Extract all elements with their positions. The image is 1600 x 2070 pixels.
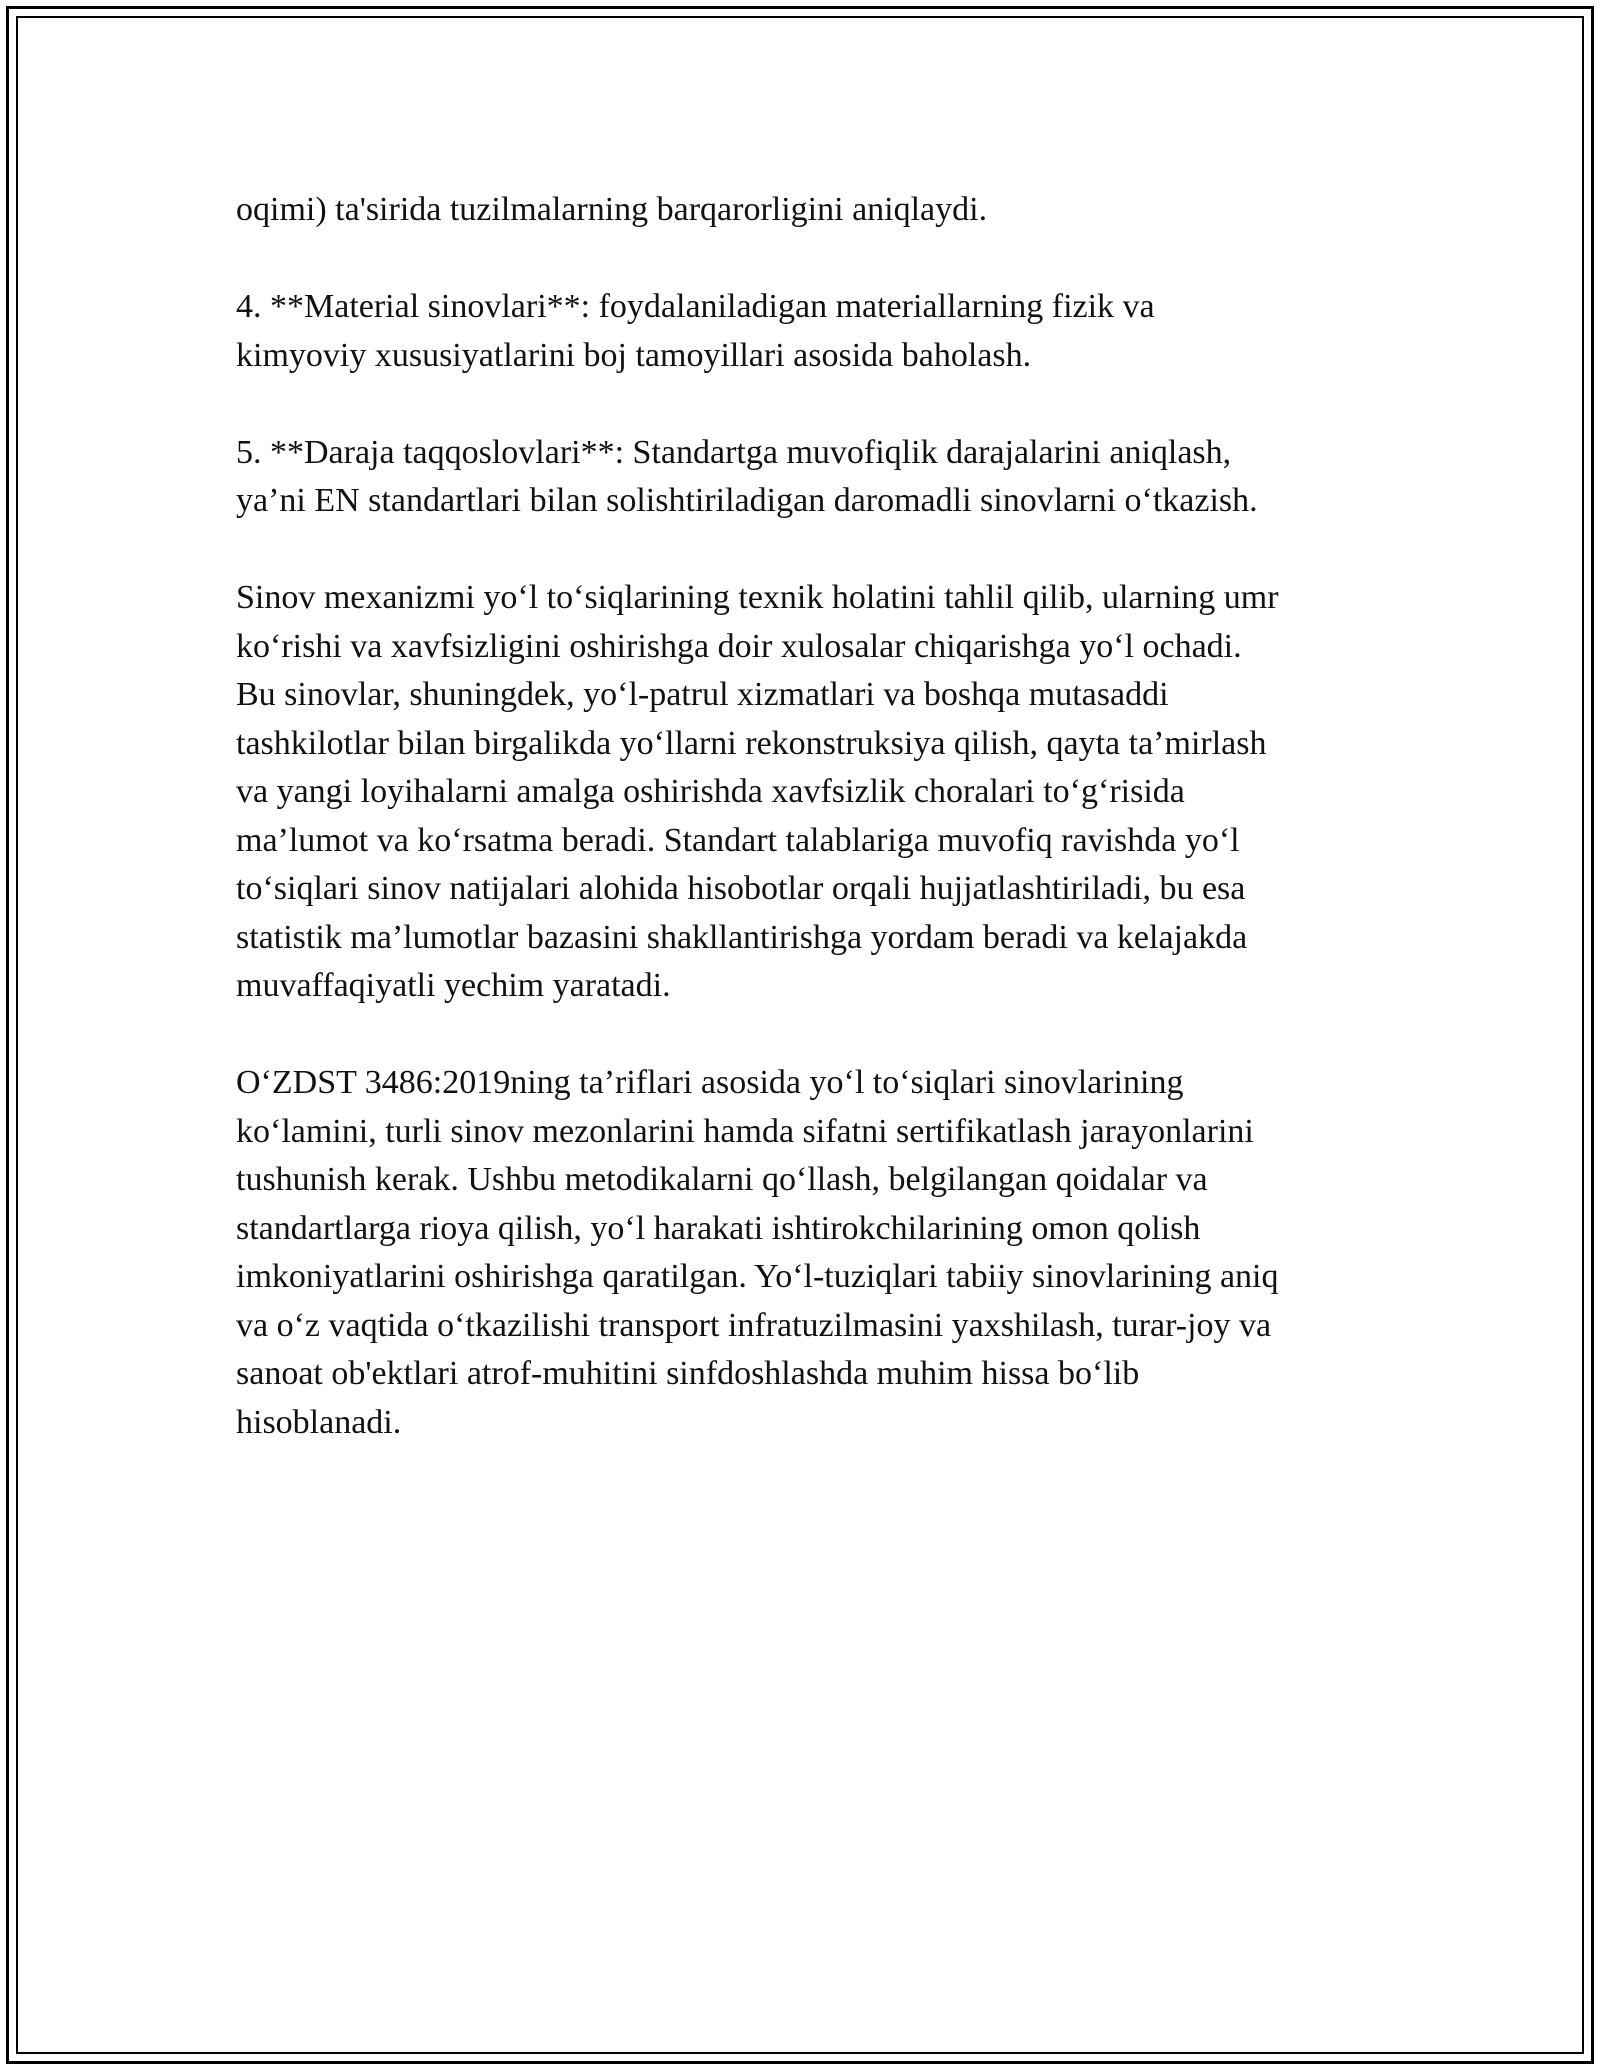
paragraph-conclusion: OʻZDST 3486:2019ning ta’riflari asosida yoʻl toʻsiqlari sinovlarining koʻlamini, turli sinov mezonlarini hamda sifatni sertifikatlash jarayonlarini tushunish kerak. Ushbu metodikalarni qoʻllash, belgilangan qoidalar va standartlarga rioya qilish, yoʻl harakati ishtirokchilarining omon qolish imkoniyatlarini oshirishga qaratilgan. Yoʻl-tuziqlari tabiiy sinovlarining aniq va oʻz vaqtida oʻtkazilishi transport infratuzilmasini yaxshilash, turar-joy va sanoat ob'ektlari atrof-muhitini sinfdoshlashda muhim hissa boʻlib hisoblanadi.	[236, 1064, 1279, 1441]
paragraph-continuation: oqimi) ta'sirida tuzilmalarning barqarorligini aniqlaydi.	[236, 191, 988, 228]
document-body	[236, 186, 1376, 1496]
paragraph-material-tests: 4. **Material sinovlari**: foydalaniladigan materiallarning fizik va kimyoviy xususiyatlarini boj tamoyillari asosida baholash.	[236, 288, 1155, 374]
paragraph-test-mechanism: Sinov mexanizmi yoʻl toʻsiqlarining texnik holatini tahlil qilib, ularning umr koʻrishi va xavfsizligini oshirishga doir xulosalar chiqarishga yoʻl ochadi. Bu sinovlar, shuningdek, yoʻl-patrul xizmatlari va boshqa mutasaddi tashkilotlar bilan birgalikda yoʻllarni rekonstruksiya qilish, qayta ta’mirlash va yangi loyihalarni amalga oshirishda xavfsizlik choralari toʻgʻrisida ma’lumot va koʻrsatma beradi. Standart talablariga muvofiq ravishda yoʻl toʻsiqlari sinov natijalari alohida hisobotlar orqali hujjatlashtiriladi, bu esa statistik ma’lumotlar bazasini shakllantirishga yordam beradi va kelajakda muvaffaqiyatli yechim yaratadi.	[236, 579, 1279, 1004]
paragraph-level-comparisons: 5. **Daraja taqqoslovlari**: Standartga muvofiqlik darajalarini aniqlash, ya’ni EN standartlari bilan solishtiriladigan daromadli sinovlarni oʻtkazish.	[236, 433, 1258, 519]
